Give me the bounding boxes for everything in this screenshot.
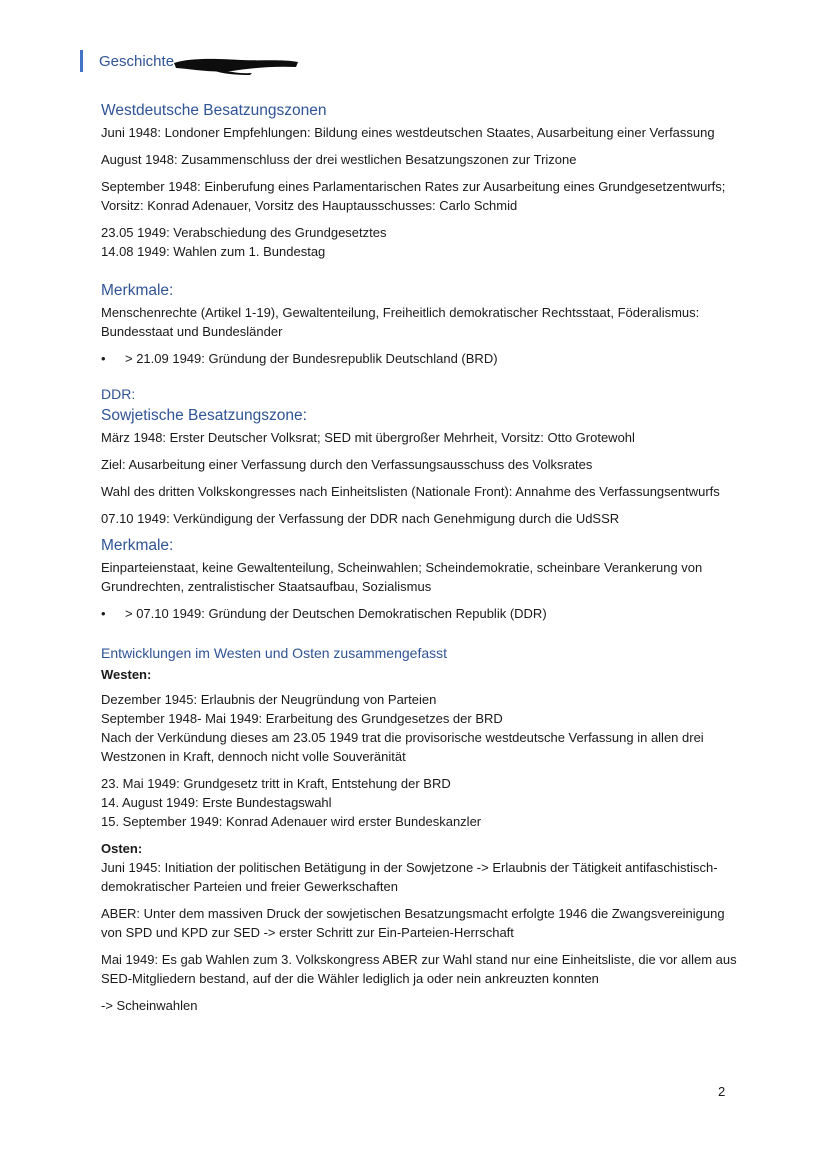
ddr-bullet-text: > 07.10 1949: Gründung der Deutschen Demokratischen Republik (DDR) bbox=[125, 606, 547, 621]
osten-label: Osten: bbox=[101, 841, 143, 856]
summary-west-3: Nach der Verkündung dieses am 23.05 1949 trat die provisorische westdeutsche Verfassung in allen drei Westzonen in Kraft, dennoch nicht volle Souveränität bbox=[101, 730, 704, 764]
west-paragraph-4b: 14.08 1949: Wahlen zum 1. Bundestag bbox=[101, 244, 326, 259]
westen-label: Westen: bbox=[101, 667, 152, 682]
summary-west-2: September 1948- Mai 1949: Erarbeitung des Grundgesetzes der BRD bbox=[101, 711, 503, 726]
summary-east-2: ABER: Unter dem massiven Druck der sowjetischen Besatzungsmacht erfolgte 1946 die Zwangsvereinigung von SPD und KPD zur SED -> erster Schritt zur Ein-Parteien-Herrschaft bbox=[101, 906, 725, 940]
page-header bbox=[80, 49, 174, 73]
header-title: Geschichte bbox=[99, 52, 175, 70]
west-paragraph-4a: 23.05 1949: Verabschiedung des Grundgesetztes bbox=[101, 225, 387, 240]
summary-east-1: Juni 1945: Initiation der politischen Betätigung in der Sowjetzone -> Erlaubnis der Tätigkeit antifaschistisch-demokratischer Parteien und freier Gewerkschaften bbox=[101, 860, 718, 894]
bullet-icon: • bbox=[101, 351, 106, 366]
ddr-paragraph-2: Ziel: Ausarbeitung einer Verfassung durch den Verfassungsausschuss des Volksrates bbox=[101, 457, 593, 472]
summary-west-6: 15. September 1949: Konrad Adenauer wird erster Bundeskanzler bbox=[101, 814, 482, 829]
west-merkmale-heading: Merkmale: bbox=[101, 282, 174, 299]
ddr-paragraph-4: 07.10 1949: Verkündigung der Verfassung der DDR nach Genehmigung durch die UdSSR bbox=[101, 511, 620, 526]
header-accent-bar bbox=[80, 50, 83, 72]
west-bullet-text: > 21.09 1949: Gründung der Bundesrepublik Deutschland (BRD) bbox=[125, 351, 498, 366]
section-heading-west: Westdeutsche Besatzungszonen bbox=[101, 102, 327, 119]
bullet-icon: • bbox=[101, 606, 106, 621]
ddr-paragraph-1: März 1948: Erster Deutscher Volksrat; SED mit übergroßer Mehrheit, Vorsitz: Otto Grotewohl bbox=[101, 430, 635, 445]
section-heading-soviet: Sowjetische Besatzungszone: bbox=[101, 407, 307, 424]
west-paragraph-2: August 1948: Zusammenschluss der drei westlichen Besatzungszonen zur Trizone bbox=[101, 152, 577, 167]
redaction-scribble bbox=[172, 55, 300, 75]
summary-east-3: Mai 1949: Es gab Wahlen zum 3. Volkskongress ABER zur Wahl stand nur eine Einheitsliste, die vor allem aus SED-Mitgliedern bestand, auf der die Wähler lediglich ja oder nein ankreuzten konnten bbox=[101, 952, 737, 986]
ddr-merkmale-heading: Merkmale: bbox=[101, 537, 174, 554]
ddr-paragraph-3: Wahl des dritten Volkskongresses nach Einheitslisten (Nationale Front): Annahme des Verfassungsentwurfs bbox=[101, 484, 720, 499]
ddr-bullet-item bbox=[101, 604, 741, 623]
west-merkmale-text: Menschenrechte (Artikel 1-19), Gewaltenteilung, Freiheitlich demokratischer Rechtsstaat, Föderalismus: Bundesstaat und Bundesländer bbox=[101, 305, 700, 339]
summary-west-4: 23. Mai 1949: Grundgesetz tritt in Kraft, Entstehung der BRD bbox=[101, 776, 451, 791]
west-paragraph-3: September 1948: Einberufung eines Parlamentarischen Rates zur Ausarbeitung eines Grundgesetzentwurfs; Vorsitz: Konrad Adenauer, Vorsitz des Hauptausschusses: Carlo Schmid bbox=[101, 179, 726, 213]
page-number: 2 bbox=[718, 1084, 726, 1099]
summary-west-1: Dezember 1945: Erlaubnis der Neugründung von Parteien bbox=[101, 692, 437, 707]
west-paragraph-1: Juni 1948: Londoner Empfehlungen: Bildung eines westdeutschen Staates, Ausarbeitung einer Verfassung bbox=[101, 125, 715, 140]
ddr-label: DDR: bbox=[101, 386, 136, 402]
ddr-merkmale-text: Einparteienstaat, keine Gewaltenteilung, Scheinwahlen; Scheindemokratie, scheinbare Verankerung von Grundrechten, zentralistischer Staatsaufbau, Sozialismus bbox=[101, 560, 703, 594]
west-bullet-item bbox=[101, 349, 741, 368]
summary-west-5: 14. August 1949: Erste Bundestagswahl bbox=[101, 795, 332, 810]
summary-heading: Entwicklungen im Westen und Osten zusammengefasst bbox=[101, 645, 448, 661]
document-body bbox=[101, 101, 741, 1023]
summary-east-4: -> Scheinwahlen bbox=[101, 998, 198, 1013]
